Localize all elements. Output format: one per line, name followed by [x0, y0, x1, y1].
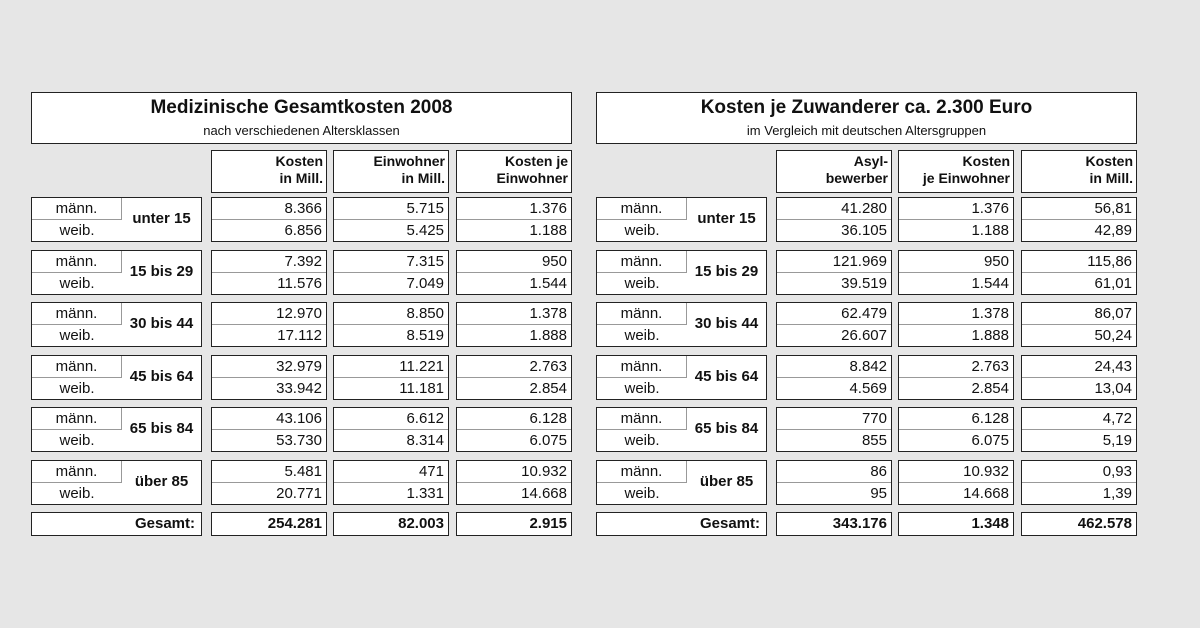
value-male: 8.842: [849, 358, 887, 375]
value-female: 11.181: [399, 380, 444, 397]
sex-label-male: männ.: [32, 303, 122, 325]
table-title: Kosten je Zuwanderer ca. 2.300 Euro: [700, 97, 1033, 118]
value-cell: [1021, 250, 1137, 295]
column-header-line: Einwohner: [496, 170, 568, 186]
value-cell: [1021, 407, 1137, 452]
age-group-label: 15 bis 29: [694, 263, 759, 280]
age-group-label-box: [31, 407, 202, 452]
value-female: 14.668: [521, 485, 567, 502]
column-header: [211, 150, 327, 193]
column-header: [333, 150, 449, 193]
value-male: 121.969: [832, 253, 887, 270]
value-male: 950: [541, 253, 567, 270]
value-cell: [1021, 460, 1137, 505]
sex-label-female: weib.: [624, 485, 660, 502]
column-header: [1021, 150, 1137, 193]
value-male: 24,43: [1094, 358, 1132, 375]
value-male: 2.763: [971, 358, 1009, 375]
value-male: 12.970: [276, 305, 322, 322]
value-female: 26.607: [841, 327, 887, 344]
value-female: 7.049: [406, 275, 444, 292]
value-female: 1.188: [971, 222, 1009, 239]
total-label: Gesamt:: [596, 512, 767, 536]
value-cell: [776, 250, 892, 295]
value-female: 20.771: [276, 485, 322, 502]
sex-label-female: weib.: [624, 432, 660, 449]
value-cell: [211, 460, 327, 505]
age-group-label: 45 bis 64: [694, 368, 759, 385]
column-header-line: in Mill.: [279, 170, 323, 186]
age-group-label-box: [31, 197, 202, 242]
value-female: 61,01: [1094, 275, 1132, 292]
value-male: 6.612: [406, 410, 444, 427]
value-cell: [776, 197, 892, 242]
value-male: 56,81: [1094, 200, 1132, 217]
value-female: 1.888: [529, 327, 567, 344]
total-value: 2.915: [456, 512, 572, 536]
sex-label-male: männ.: [597, 408, 687, 430]
value-male: 471: [418, 463, 444, 480]
age-group-label: 15 bis 29: [129, 263, 194, 280]
value-cell: [456, 460, 572, 505]
age-group-label: 30 bis 44: [694, 315, 759, 332]
total-value: 82.003: [333, 512, 449, 536]
age-group-label-box: [31, 302, 202, 347]
column-header: [456, 150, 572, 193]
value-male: 41.280: [841, 200, 887, 217]
value-female: 1.888: [971, 327, 1009, 344]
sex-label-female: weib.: [59, 432, 95, 449]
value-female: 6.856: [284, 222, 322, 239]
value-male: 0,93: [1102, 463, 1132, 480]
age-group-label-box: [596, 250, 767, 295]
value-female: 1.544: [971, 275, 1009, 292]
column-header-line: bewerber: [825, 170, 888, 186]
value-cell: [898, 197, 1014, 242]
value-male: 1.376: [971, 200, 1009, 217]
value-male: 7.392: [284, 253, 322, 270]
value-cell: [456, 302, 572, 347]
value-cell: [211, 355, 327, 400]
sex-label-female: weib.: [59, 222, 95, 239]
sex-label-male: männ.: [32, 251, 122, 273]
value-cell: [456, 197, 572, 242]
sex-label-male: männ.: [597, 251, 687, 273]
column-header-line: Kosten: [1085, 153, 1133, 169]
value-cell: [898, 407, 1014, 452]
value-female: 6.075: [529, 432, 567, 449]
table-title-box: [31, 92, 572, 144]
value-male: 43.106: [276, 410, 322, 427]
sex-label-male: männ.: [32, 461, 122, 483]
value-cell: [1021, 197, 1137, 242]
value-female: 8.519: [406, 327, 444, 344]
table-title-box: [596, 92, 1137, 144]
value-female: 5,19: [1102, 432, 1132, 449]
sex-label-male: männ.: [32, 198, 122, 220]
column-header-line: Kosten: [275, 153, 323, 169]
value-cell: [333, 250, 449, 295]
value-female: 36.105: [841, 222, 887, 239]
column-header-line: Kosten je: [504, 153, 568, 169]
value-female: 13,04: [1094, 380, 1132, 397]
value-male: 86: [870, 463, 887, 480]
age-group-label: unter 15: [132, 210, 191, 227]
value-cell: [333, 460, 449, 505]
value-female: 6.075: [971, 432, 1009, 449]
value-female: 50,24: [1094, 327, 1132, 344]
age-group-label-box: [596, 355, 767, 400]
value-cell: [456, 407, 572, 452]
value-cell: [211, 302, 327, 347]
value-female: 1,39: [1102, 485, 1132, 502]
total-value: 254.281: [211, 512, 327, 536]
value-male: 11.221: [399, 358, 444, 375]
total-value: 1.348: [898, 512, 1014, 536]
value-male: 115,86: [1087, 253, 1132, 270]
value-female: 33.942: [276, 380, 322, 397]
value-cell: [333, 197, 449, 242]
column-header-line: Kosten: [962, 153, 1010, 169]
value-male: 1.376: [529, 200, 567, 217]
value-female: 53.730: [276, 432, 322, 449]
age-group-label-box: [596, 302, 767, 347]
sex-label-male: männ.: [597, 303, 687, 325]
value-cell: [456, 355, 572, 400]
value-female: 5.425: [406, 222, 444, 239]
value-male: 8.850: [406, 305, 444, 322]
value-male: 5.715: [406, 200, 444, 217]
value-female: 42,89: [1094, 222, 1132, 239]
sex-label-female: weib.: [624, 222, 660, 239]
value-male: 7.315: [406, 253, 444, 270]
sex-label-female: weib.: [59, 380, 95, 397]
value-cell: [456, 250, 572, 295]
total-value: 343.176: [776, 512, 892, 536]
sex-label-female: weib.: [624, 327, 660, 344]
age-group-label: 30 bis 44: [129, 315, 194, 332]
value-cell: [776, 302, 892, 347]
age-group-label: über 85: [699, 473, 754, 490]
value-male: 32.979: [276, 358, 322, 375]
age-group-label: unter 15: [697, 210, 756, 227]
value-female: 8.314: [406, 432, 444, 449]
value-cell: [898, 302, 1014, 347]
value-female: 17.112: [277, 327, 322, 344]
sex-label-female: weib.: [624, 380, 660, 397]
value-cell: [1021, 355, 1137, 400]
value-female: 14.668: [963, 485, 1009, 502]
sex-label-male: männ.: [597, 461, 687, 483]
total-label: Gesamt:: [31, 512, 202, 536]
column-header-line: in Mill.: [401, 170, 445, 186]
age-group-label: 65 bis 84: [694, 420, 759, 437]
value-male: 86,07: [1094, 305, 1132, 322]
sex-label-male: männ.: [597, 198, 687, 220]
sex-label-male: männ.: [597, 356, 687, 378]
value-female: 1.544: [529, 275, 567, 292]
sex-label-female: weib.: [624, 275, 660, 292]
value-male: 10.932: [963, 463, 1009, 480]
value-female: 1.331: [406, 485, 444, 502]
value-female: 95: [870, 485, 887, 502]
value-female: 855: [861, 432, 887, 449]
value-male: 5.481: [284, 463, 322, 480]
value-female: 2.854: [971, 380, 1009, 397]
column-header-line: in Mill.: [1089, 170, 1133, 186]
sex-label-female: weib.: [59, 327, 95, 344]
sex-label-female: weib.: [59, 275, 95, 292]
age-group-label: 65 bis 84: [129, 420, 194, 437]
value-cell: [898, 250, 1014, 295]
value-male: 1.378: [971, 305, 1009, 322]
value-male: 770: [861, 410, 887, 427]
table-subtitle: nach verschiedenen Altersklassen: [203, 123, 400, 138]
value-female: 1.188: [529, 222, 567, 239]
value-cell: [776, 460, 892, 505]
value-male: 1.378: [529, 305, 567, 322]
value-male: 4,72: [1102, 410, 1132, 427]
value-male: 6.128: [971, 410, 1009, 427]
age-group-label: über 85: [134, 473, 189, 490]
sex-label-male: männ.: [32, 408, 122, 430]
value-male: 8.366: [284, 200, 322, 217]
value-cell: [211, 197, 327, 242]
age-group-label-box: [31, 355, 202, 400]
value-female: 11.576: [277, 275, 322, 292]
age-group-label: 45 bis 64: [129, 368, 194, 385]
value-cell: [1021, 302, 1137, 347]
value-male: 62.479: [841, 305, 887, 322]
value-cell: [333, 407, 449, 452]
sex-label-female: weib.: [59, 485, 95, 502]
table-title: Medizinische Gesamtkosten 2008: [150, 97, 453, 118]
age-group-label-box: [596, 197, 767, 242]
value-female: 2.854: [529, 380, 567, 397]
value-male: 6.128: [529, 410, 567, 427]
value-female: 4.569: [849, 380, 887, 397]
age-group-label-box: [31, 460, 202, 505]
value-cell: [898, 355, 1014, 400]
table-subtitle: im Vergleich mit deutschen Altersgruppen: [746, 123, 987, 138]
sex-label-male: männ.: [32, 356, 122, 378]
value-female: 39.519: [841, 275, 887, 292]
age-group-label-box: [31, 250, 202, 295]
total-value: 462.578: [1021, 512, 1137, 536]
column-header: [776, 150, 892, 193]
value-male: 2.763: [529, 358, 567, 375]
column-header-line: je Einwohner: [922, 170, 1010, 186]
age-group-label-box: [596, 407, 767, 452]
value-cell: [211, 250, 327, 295]
value-male: 10.932: [521, 463, 567, 480]
value-male: 950: [983, 253, 1009, 270]
value-cell: [333, 302, 449, 347]
column-header: [898, 150, 1014, 193]
value-cell: [211, 407, 327, 452]
value-cell: [776, 407, 892, 452]
age-group-label-box: [596, 460, 767, 505]
column-header-line: Asyl-: [853, 153, 888, 169]
value-cell: [898, 460, 1014, 505]
value-cell: [776, 355, 892, 400]
value-cell: [333, 355, 449, 400]
column-header-line: Einwohner: [373, 153, 445, 169]
